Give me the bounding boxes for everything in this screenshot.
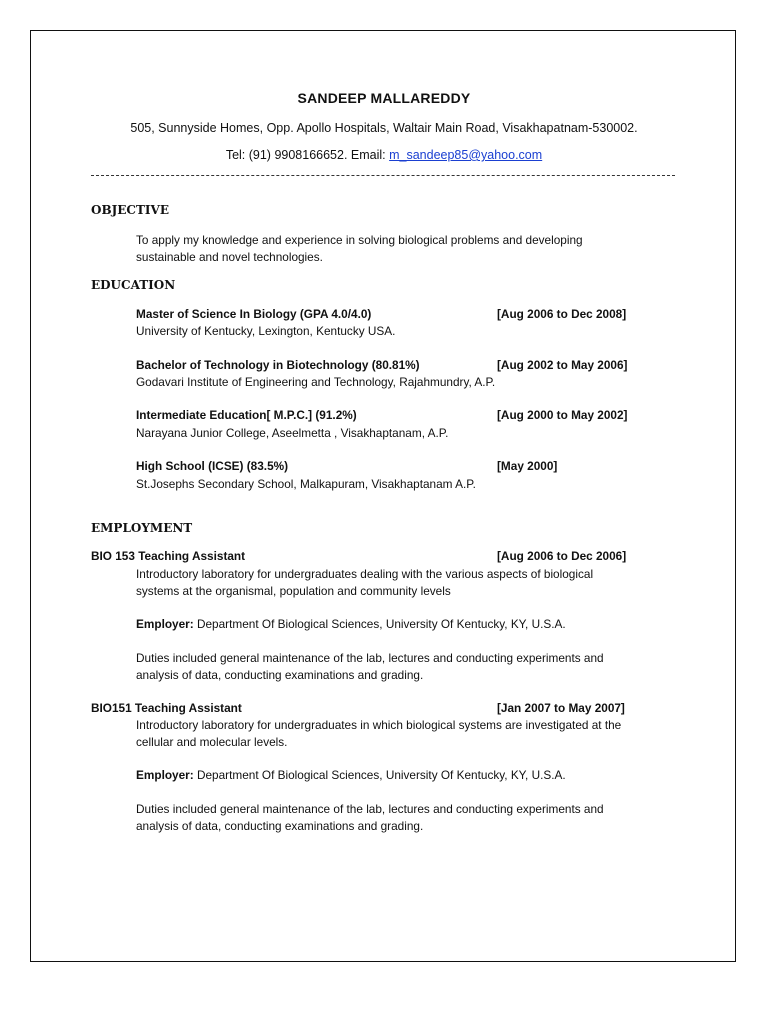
job-duties-1a: Duties included general maintenance of the lab, lectures and conducting experiments and — [136, 651, 604, 665]
job-title-2: BIO151 Teaching Assistant — [91, 701, 242, 715]
employment-heading: EMPLOYMENT — [91, 521, 193, 535]
job-employer-2 — [136, 768, 566, 782]
objective-heading: OBJECTIVE — [91, 203, 169, 217]
employer-label: Employer: — [136, 617, 194, 631]
divider — [91, 175, 675, 176]
tel-text: Tel: (91) 9908166652. Email: — [225, 148, 390, 162]
address-line: 505, Sunnyside Homes, Opp. Apollo Hospitals, Waltair Main Road, Visakhapatnam-530002. — [130, 121, 638, 135]
job-dates-2: [Jan 2007 to May 2007] — [497, 701, 625, 715]
edu-school-4: St.Josephs Secondary School, Malkapuram, Visakhaptanam A.P. — [136, 477, 476, 491]
edu-dates-2: [Aug 2002 to May 2006] — [497, 358, 628, 372]
job-title-1: BIO 153 Teaching Assistant — [91, 549, 246, 563]
edu-school-1: University of Kentucky, Lexington, Kentucky USA. — [136, 324, 396, 338]
edu-school-3: Narayana Junior College, Aseelmetta , Visakhaptanam, A.P. — [136, 426, 449, 440]
job-employer-1 — [136, 617, 566, 631]
employer-value: Department Of Biological Sciences, University Of Kentucky, KY, U.S.A. — [193, 768, 566, 782]
objective-line-2: sustainable and novel technologies. — [136, 250, 323, 264]
job-duties-2b: analysis of data, conducting examinations and grading. — [136, 819, 424, 833]
edu-degree-4: High School (ICSE) (83.5%) — [136, 459, 289, 473]
objective-line-1: To apply my knowledge and experience in solving biological problems and developing — [136, 233, 583, 247]
edu-degree-3: Intermediate Education[ M.P.C.] (91.2%) — [136, 408, 357, 422]
email-link[interactable]: m_sandeep85@yahoo.com — [389, 148, 543, 162]
contact-line — [31, 148, 737, 162]
edu-dates-1: [Aug 2006 to Dec 2008] — [497, 307, 627, 321]
job-dates-1: [Aug 2006 to Dec 2006] — [497, 549, 627, 563]
job-desc-1a: Introductory laboratory for undergraduates dealing with the various aspects of biological — [136, 567, 594, 581]
edu-degree-2: Bachelor of Technology in Biotechnology (80.81%) — [136, 358, 420, 372]
resume-page — [30, 30, 736, 962]
employer-label: Employer: — [136, 768, 194, 782]
edu-dates-3: [Aug 2000 to May 2002] — [497, 408, 628, 422]
job-desc-2b: cellular and molecular levels. — [136, 735, 288, 749]
job-duties-2a: Duties included general maintenance of the lab, lectures and conducting experiments and — [136, 802, 604, 816]
job-desc-1b: systems at the organismal, population and community levels — [136, 584, 451, 598]
education-heading: EDUCATION — [91, 278, 176, 292]
job-desc-2a: Introductory laboratory for undergraduates in which biological systems are investigated at the — [136, 718, 622, 732]
edu-dates-4: [May 2000] — [497, 459, 558, 473]
employer-value: Department Of Biological Sciences, University Of Kentucky, KY, U.S.A. — [193, 617, 566, 631]
candidate-name: SANDEEP MALLAREDDY — [297, 90, 471, 106]
edu-school-2: Godavari Institute of Engineering and Technology, Rajahmundry, A.P. — [136, 375, 496, 389]
job-duties-1b: analysis of data, conducting examinations and grading. — [136, 668, 424, 682]
edu-degree-1: Master of Science In Biology (GPA 4.0/4.0) — [136, 307, 372, 321]
